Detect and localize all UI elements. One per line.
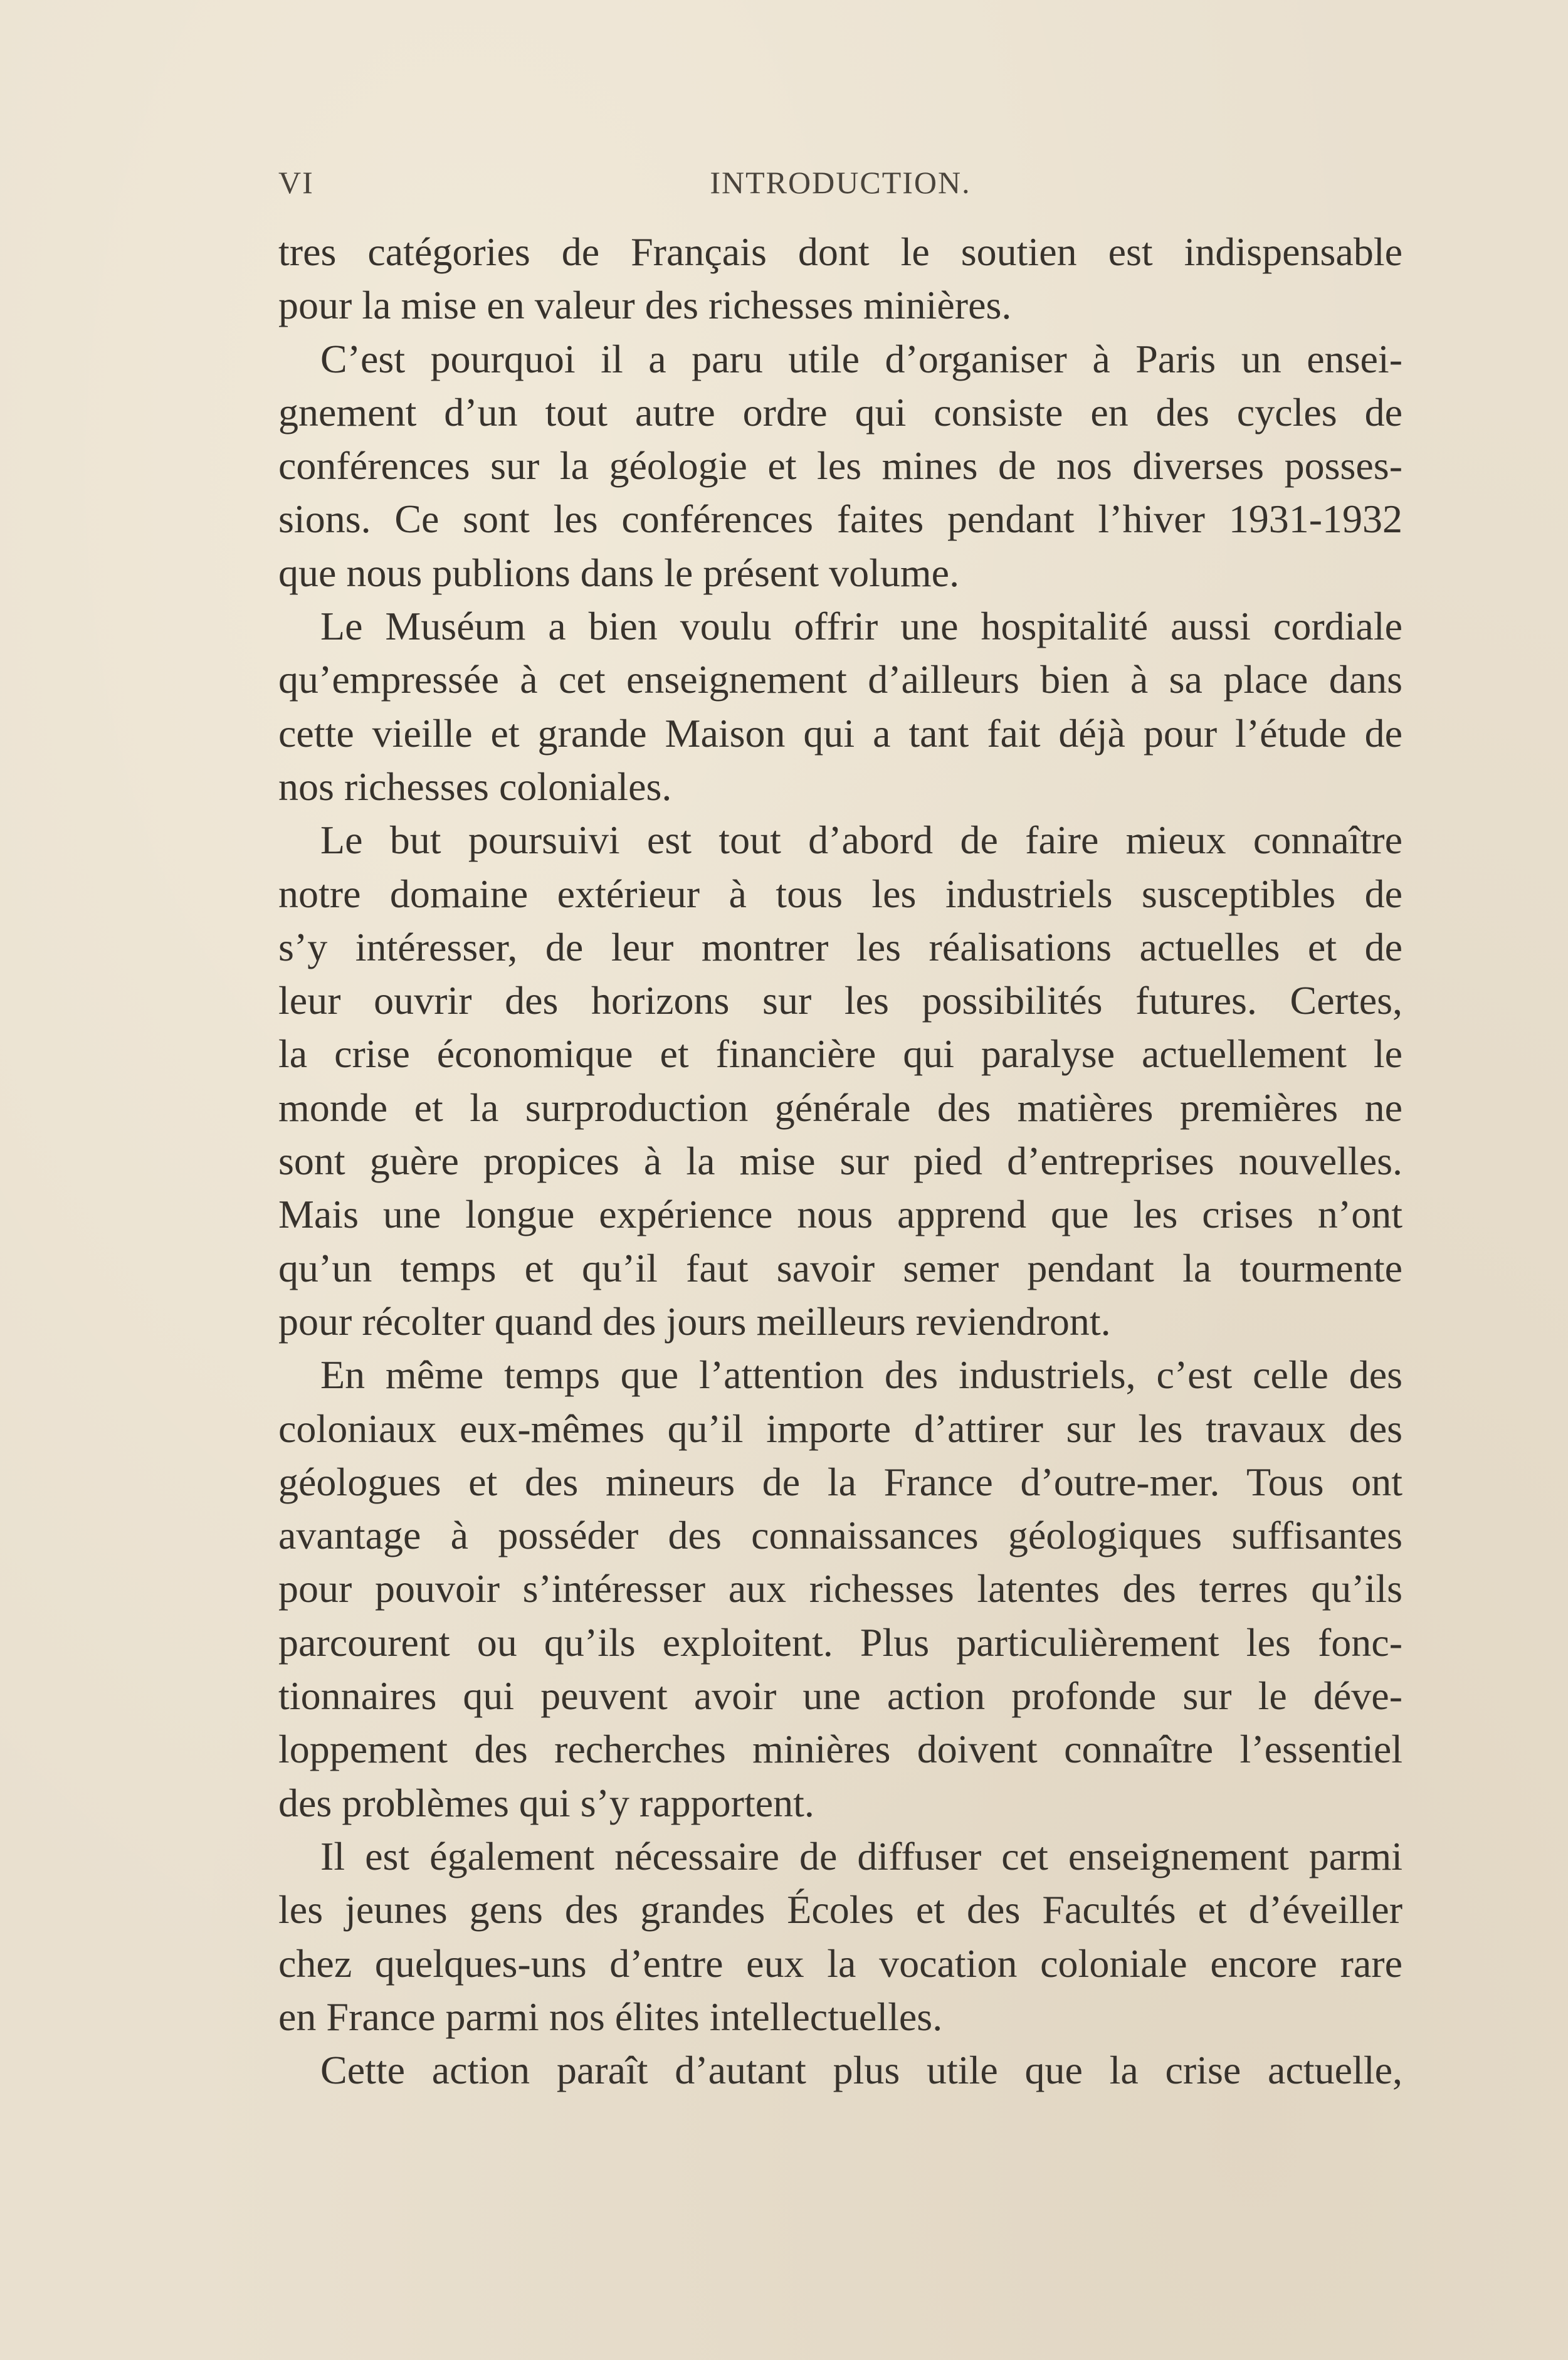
- text-line: qu’empressée à cet enseignement d’ailleurs bien à sa place dans: [278, 657, 1402, 702]
- text-line: coloniaux eux-mêmes qu’il importe d’attirer sur les travaux des: [278, 1406, 1402, 1451]
- text-line: pour la mise en valeur des richesses minières.: [278, 283, 1012, 328]
- text-line: que nous publions dans le présent volume.: [278, 550, 960, 595]
- text-line: chez quelques-uns d’entre eux la vocation coloniale encore rare: [278, 1941, 1402, 1986]
- text-line: monde et la surproduction générale des matières premières ne: [278, 1085, 1402, 1130]
- text-line: sions. Ce sont les conférences faites pendant l’hiver 1931-1932: [278, 497, 1402, 542]
- text-line: loppement des recherches minières doivent connaître l’essentiel: [278, 1727, 1402, 1772]
- text-line: pour récolter quand des jours meilleurs reviendront.: [278, 1299, 1111, 1344]
- text-line: en France parmi nos élites intellectuelles.: [278, 1994, 943, 2039]
- text-line: cette vieille et grande Maison qui a tant fait déjà pour l’étude de: [278, 710, 1402, 756]
- text-line: Il est également nécessaire de diffuser cet enseignement parmi: [320, 1833, 1402, 1878]
- text-line: sont guère propices à la mise sur pied d’entreprises nouvelles.: [278, 1139, 1402, 1184]
- text-line: En même temps que l’attention des industriels, c’est celle des: [320, 1352, 1402, 1398]
- text-line: Le Muséum a bien voulu offrir une hospitalité aussi cordiale: [320, 604, 1402, 649]
- text-line: C’est pourquoi il a paru utile d’organiser à Paris un ensei-: [320, 336, 1402, 381]
- text-line: avantage à posséder des connaissances géologiques suffisantes: [278, 1513, 1402, 1558]
- text-line: gnement d’un tout autre ordre qui consiste en des cycles de: [278, 389, 1402, 435]
- text-line: géologues et des mineurs de la France d’outre-mer. Tous ont: [278, 1459, 1402, 1504]
- text-line: notre domaine extérieur à tous les industriels susceptibles de: [278, 871, 1402, 916]
- text-line: Cette action paraît d’autant plus utile que la crise actuelle,: [320, 2048, 1402, 2093]
- running-title: INTRODUCTION.: [710, 165, 971, 200]
- text-line: nos richesses coloniales.: [278, 764, 672, 809]
- text-line: leur ouvrir des horizons sur les possibilités futures. Certes,: [278, 978, 1402, 1023]
- text-line: Le but poursuivi est tout d’abord de faire mieux connaître: [320, 818, 1402, 863]
- text-line: conférences sur la géologie et les mines de nos diverses posses-: [278, 443, 1402, 488]
- text-line: Mais une longue expérience nous apprend que les crises n’ont: [278, 1192, 1402, 1237]
- text-line: parcourent ou qu’ils exploitent. Plus particulièrement les fonc-: [278, 1620, 1402, 1665]
- text-line: des problèmes qui s’y rapportent.: [278, 1780, 814, 1825]
- text-line: pour pouvoir s’intéresser aux richesses latentes des terres qu’ils: [278, 1566, 1402, 1611]
- body-text: [278, 225, 1402, 2097]
- text-line: s’y intéresser, de leur montrer les réalisations actuelles et de: [278, 924, 1402, 969]
- text-line: la crise économique et financière qui paralyse actuellement le: [278, 1031, 1402, 1077]
- text-line: les jeunes gens des grandes Écoles et des Facultés et d’éveiller: [278, 1887, 1402, 1932]
- page-number: VI: [278, 165, 314, 200]
- text-line: tres catégories de Français dont le soutien est indispensable: [278, 229, 1402, 274]
- text-line: qu’un temps et qu’il faut savoir semer pendant la tourmente: [278, 1245, 1402, 1290]
- text-line: tionnaires qui peuvent avoir une action profonde sur le déve-: [278, 1673, 1402, 1719]
